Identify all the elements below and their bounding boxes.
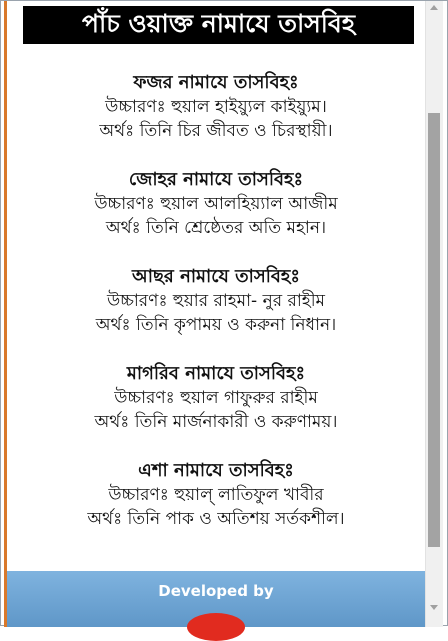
scrollbar-thumb[interactable] [428, 113, 440, 547]
section-meaning: অর্থঃ তিনি মার্জনাকারী ও করুণাময়। [94, 412, 338, 432]
section-zuhr [7, 168, 425, 240]
section-title: মাগরিব নামাযে তাসবিহঃ [126, 363, 306, 384]
section-fajr [7, 71, 425, 143]
section-meaning: অর্থঃ তিনি কৃপাময় ও করুনা নিধান। [95, 315, 337, 335]
section-title: জোহর নামাযে তাসবিহঃ [128, 169, 304, 190]
section-isha [7, 459, 425, 531]
scroll-up-arrow-icon[interactable] [430, 5, 438, 10]
developed-by-label: Developed by [158, 582, 274, 600]
section-pronunciation: উচ্চারণঃ হুয়াল আলহিয়্যাল আজীম [94, 194, 338, 214]
section-pronunciation: উচ্চারণঃ হুয়াল গাফুরুর রাহীম [114, 388, 318, 408]
section-meaning: অর্থঃ তিনি চির জীবত ও চিরস্থায়ী। [99, 121, 333, 141]
section-meaning: অর্থঃ তিনি শ্রেষ্ঠেতর অতি মহান। [105, 218, 327, 238]
section-meaning: অর্থঃ তিনি পাক ও অতিশয় সর্তকশীল। [87, 509, 345, 529]
section-pronunciation: উচ্চারণঃ হুয়ার রাহমা- নুর রাহীম [107, 291, 325, 311]
content-area [7, 1, 425, 571]
vertical-scrollbar[interactable] [425, 1, 443, 627]
section-pronunciation: উচ্চারণঃ হুয়াল হাইয়্যুল কাইয়্যুম। [105, 97, 327, 117]
section-pronunciation: উচ্চারণঃ হুয়াল্ লাতিফুল খাবীর [108, 485, 324, 505]
page-title: পাঁচ ওয়াক্ত নামাযে তাসবিহ [23, 6, 414, 44]
scroll-down-arrow-icon[interactable] [430, 605, 438, 610]
section-maghrib [7, 362, 425, 434]
section-asr [7, 265, 425, 337]
section-title: আছর নামাযে তাসবিহঃ [132, 266, 300, 287]
developer-logo[interactable] [187, 613, 245, 641]
section-title: এশা নামাযে তাসবিহঃ [138, 460, 294, 481]
section-title: ফজর নামাযে তাসবিহঃ [133, 72, 299, 93]
